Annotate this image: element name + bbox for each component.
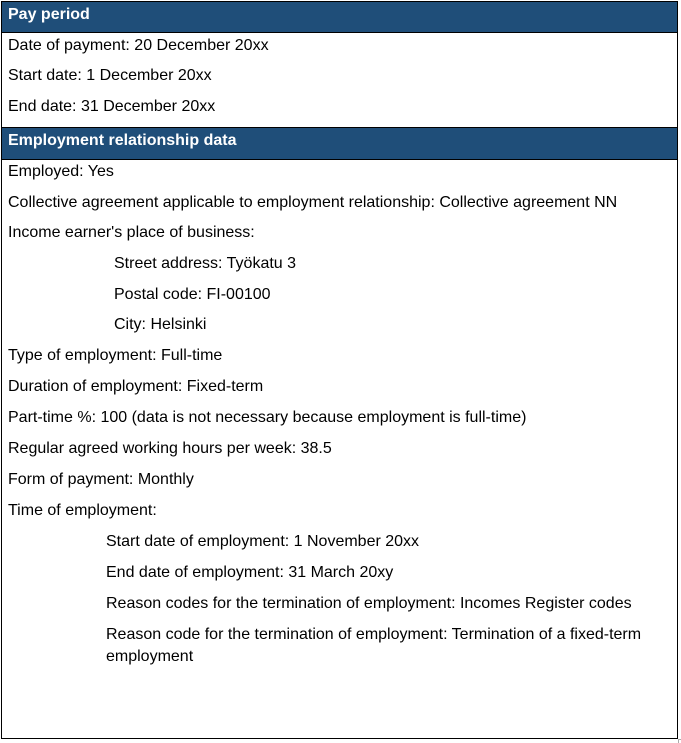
- city: City: Helsinki: [114, 316, 207, 333]
- employment-relationship-header: Employment relationship data: [2, 127, 677, 160]
- working-hours: Regular agreed working hours per week: 38.5: [8, 440, 332, 457]
- pay-period-header: Pay period: [2, 2, 677, 33]
- date-of-payment: Date of payment: 20 December 20xx: [8, 37, 269, 54]
- end-date: End date: 31 December 20xx: [8, 98, 216, 115]
- start-date: Start date: 1 December 20xx: [8, 67, 212, 84]
- start-date-of-employment: Start date of employment: 1 November 20xx: [106, 533, 420, 550]
- employed: Employed: Yes: [8, 163, 114, 180]
- duration-of-employment: Duration of employment: Fixed-term: [8, 378, 264, 395]
- form-of-payment: Form of payment: Monthly: [8, 471, 194, 488]
- place-of-business: Income earner's place of business:: [8, 224, 255, 241]
- time-of-employment: Time of employment:: [8, 502, 157, 519]
- type-of-employment: Type of employment: Full-time: [8, 347, 223, 364]
- reason-codes: Reason codes for the termination of employment: Incomes Register codes: [106, 595, 632, 612]
- part-time-percent: Part-time %: 100 (data is not necessary because employment is full-time): [8, 409, 527, 426]
- document-table: [1, 1, 678, 739]
- collective-agreement: Collective agreement applicable to employment relationship: Collective agreement NN: [8, 194, 618, 211]
- end-date-of-employment: End date of employment: 31 March 20xy: [106, 564, 394, 581]
- reason-code: Reason code for the termination of employment: Termination of a fixed-term employment: [106, 626, 642, 665]
- street-address: Street address: Työkatu 3: [114, 255, 297, 272]
- postal-code: Postal code: FI-00100: [114, 286, 271, 303]
